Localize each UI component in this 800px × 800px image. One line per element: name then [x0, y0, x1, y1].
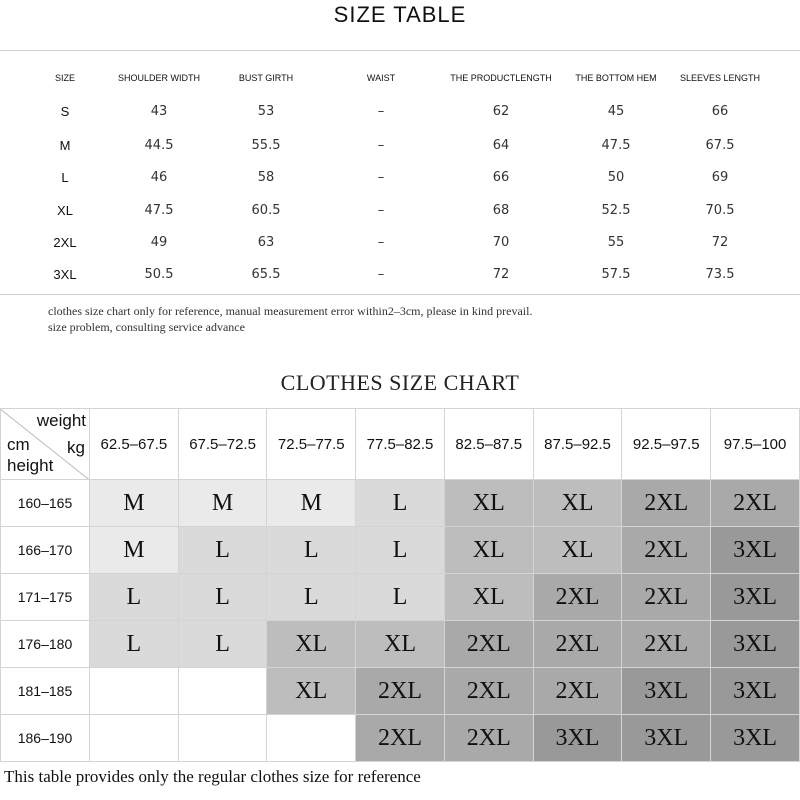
- weight-range-header: 92.5–97.5: [622, 409, 711, 480]
- shoulder-width-header: SHOULDER WIDTH: [117, 73, 201, 83]
- size-cell: 3XL: [711, 621, 800, 668]
- size-cell: 3XL: [711, 715, 800, 762]
- height-range-label: 166–170: [1, 527, 90, 574]
- empty-size-cell: [90, 668, 179, 715]
- measurement-cell: 65.5: [251, 267, 281, 282]
- size-cell: 2XL: [622, 480, 711, 527]
- size-cell: XL: [444, 527, 533, 574]
- measurement-cell: 67.5: [705, 138, 735, 153]
- measurement-cell: 72: [492, 267, 510, 282]
- measurement-cell: 70: [492, 235, 510, 250]
- measurement-cell: 63: [257, 235, 275, 250]
- size-note-line-1: clothes size chart only for reference, manual measurement error within2–3cm, please in kind prevail.: [48, 304, 533, 318]
- measurement-cell: 50.5: [144, 267, 174, 282]
- bottom-hem-header: THE BOTTOM HEM: [575, 73, 657, 83]
- size-note-line-2: size problem, consulting service advance: [48, 320, 245, 334]
- size-cell: XL: [356, 621, 445, 668]
- measurement-cell: 57.5: [601, 267, 631, 282]
- size-cell: 2XL: [533, 668, 622, 715]
- size-cell: L: [267, 527, 356, 574]
- measurement-cell: 66: [492, 170, 510, 185]
- measurement-cell: 55: [607, 235, 625, 250]
- size-cell: XL: [533, 527, 622, 574]
- measurement-cell: 69: [711, 170, 729, 185]
- height-range-label: 186–190: [1, 715, 90, 762]
- height-row: [1, 480, 800, 527]
- height-row: [1, 527, 800, 574]
- measurement-cell: 46: [150, 170, 168, 185]
- measurement-cell: 73.5: [705, 267, 735, 282]
- measurement-cell: –: [377, 138, 385, 153]
- measurement-cell: –: [377, 267, 385, 282]
- empty-size-cell: [267, 715, 356, 762]
- size-cell: L: [178, 574, 267, 621]
- size-cell: 2XL: [356, 668, 445, 715]
- size-cell: XL: [533, 480, 622, 527]
- size-cell: XL: [444, 574, 533, 621]
- measurement-cell: 53: [257, 104, 275, 119]
- size-header: SIZE: [54, 73, 76, 83]
- measurement-cell: 66: [711, 104, 729, 119]
- size-cell: L: [356, 527, 445, 574]
- size-cell: XL: [444, 480, 533, 527]
- measurement-cell: –: [377, 203, 385, 218]
- size-cell: 2XL: [622, 527, 711, 574]
- height-row: [1, 574, 800, 621]
- measurement-cell: –: [377, 104, 385, 119]
- size-cell: 2XL: [533, 574, 622, 621]
- size-cell: 2XL: [356, 715, 445, 762]
- measurement-cell: 44.5: [144, 138, 174, 153]
- weight-range-header: 72.5–77.5: [267, 409, 356, 480]
- weight-range-header: 87.5–92.5: [533, 409, 622, 480]
- size-cell: 2XL: [622, 621, 711, 668]
- footer-note: This table provides only the regular clothes size for reference: [4, 767, 421, 786]
- size-cell: 2XL: [622, 574, 711, 621]
- height-range-label: 176–180: [1, 621, 90, 668]
- size-cell: M: [267, 480, 356, 527]
- size-cell: XL: [267, 668, 356, 715]
- size-chart-title: CLOTHES SIZE CHART: [280, 370, 520, 395]
- size-cell: L: [90, 621, 179, 668]
- measurement-cell: 45: [607, 104, 625, 119]
- measurement-cell: 47.5: [144, 203, 174, 218]
- measurement-cell: 43: [150, 104, 168, 119]
- size-cell: 3XL: [711, 668, 800, 715]
- height-range-label: 160–165: [1, 480, 90, 527]
- size-cell: L: [178, 621, 267, 668]
- measurement-cell: 60.5: [251, 203, 281, 218]
- size-cell: M: [90, 480, 179, 527]
- empty-size-cell: [178, 715, 267, 762]
- size-cell: L: [90, 574, 179, 621]
- measurement-cell: 68: [492, 203, 510, 218]
- measurement-cell: 58: [257, 170, 275, 185]
- measurement-cell: 70.5: [705, 203, 735, 218]
- size-cell: L: [356, 574, 445, 621]
- height-row: [1, 621, 800, 668]
- measurement-cell: 62: [492, 104, 510, 119]
- measurement-cell: 55.5: [251, 138, 281, 153]
- size-cell: 2XL: [711, 480, 800, 527]
- measurement-cell: 47.5: [601, 138, 631, 153]
- size-cell: 2XL: [444, 668, 533, 715]
- measurement-cell: 50: [607, 170, 625, 185]
- corner-weight-label: weight: [36, 411, 86, 430]
- size-cell: 3XL: [622, 668, 711, 715]
- empty-size-cell: [178, 668, 267, 715]
- empty-size-cell: [90, 715, 179, 762]
- size-label: M: [59, 138, 71, 153]
- weight-range-header: 82.5–87.5: [444, 409, 533, 480]
- height-range-label: 171–175: [1, 574, 90, 621]
- measurement-cell: 49: [150, 235, 168, 250]
- corner-height-label: height: [7, 456, 54, 475]
- size-label: 2XL: [53, 235, 77, 250]
- height-row: [1, 715, 800, 762]
- size-label: S: [60, 104, 70, 119]
- notes-divider: [0, 294, 800, 295]
- size-cell: 2XL: [533, 621, 622, 668]
- size-cell: M: [90, 527, 179, 574]
- size-cell: M: [178, 480, 267, 527]
- size-cell: 3XL: [711, 527, 800, 574]
- size-label: XL: [57, 203, 73, 218]
- size-table-title: SIZE TABLE: [333, 2, 467, 27]
- corner-kg-label: kg: [67, 438, 85, 457]
- measurement-cell: 64: [492, 138, 510, 153]
- size-cell: 3XL: [711, 574, 800, 621]
- size-cell: L: [356, 480, 445, 527]
- size-cell: 2XL: [444, 621, 533, 668]
- waist-header: WAIST: [366, 73, 396, 83]
- size-cell: L: [267, 574, 356, 621]
- size-chart-table: [0, 408, 800, 762]
- size-label: L: [61, 170, 69, 185]
- size-label: 3XL: [53, 267, 77, 282]
- measurement-cell: –: [377, 235, 385, 250]
- size-cell: L: [178, 527, 267, 574]
- size-cell: 2XL: [444, 715, 533, 762]
- measurement-cell: 72: [711, 235, 729, 250]
- bust-girth-header: BUST GIRTH: [238, 73, 294, 83]
- sleeves-length-header: SLEEVES LENGTH: [679, 73, 761, 83]
- measurement-cell: –: [377, 170, 385, 185]
- size-cell: 3XL: [622, 715, 711, 762]
- height-row: [1, 668, 800, 715]
- size-cell: 3XL: [533, 715, 622, 762]
- weight-range-header: 77.5–82.5: [356, 409, 445, 480]
- measurement-cell: 52.5: [601, 203, 631, 218]
- weight-header-row: [1, 409, 800, 480]
- corner-cell: [1, 409, 90, 480]
- size-cell: XL: [267, 621, 356, 668]
- corner-cm-label: cm: [7, 435, 30, 454]
- title-divider: [0, 50, 800, 51]
- weight-range-header: 62.5–67.5: [90, 409, 179, 480]
- height-range-label: 181–185: [1, 668, 90, 715]
- weight-range-header: 67.5–72.5: [178, 409, 267, 480]
- product-length-header: THE PRODUCTLENGTH: [450, 73, 552, 83]
- weight-range-header: 97.5–100: [711, 409, 800, 480]
